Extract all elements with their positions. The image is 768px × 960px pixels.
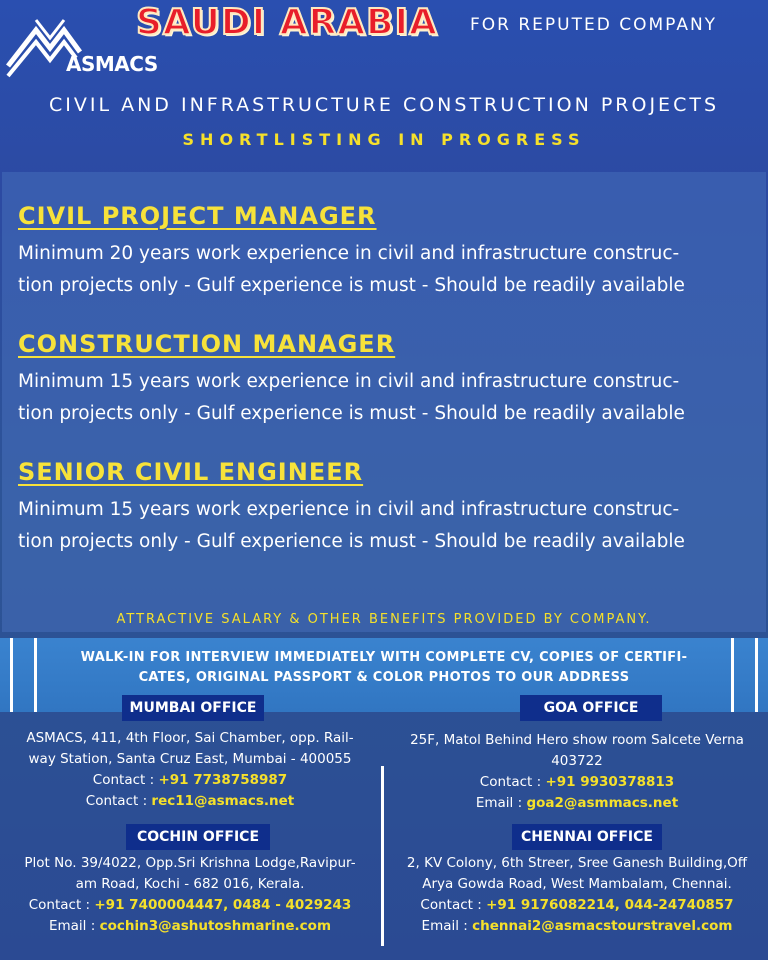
phone-link[interactable]: +91 7400004447, 0484 - 4029243 (94, 897, 352, 913)
phone-link[interactable]: +91 9176082214, 044-24740857 (486, 897, 734, 913)
divider (755, 638, 758, 712)
contact-line (0, 895, 380, 916)
job-description (18, 494, 758, 558)
address-line: ASMACS, 411, 4th Floor, Sai Chamber, opp. Rail- (26, 730, 354, 746)
job-description-line: tion projects only - Gulf experience is must - Should be readily available (18, 403, 685, 424)
job-title: CONSTRUCTION MANAGER (18, 330, 396, 358)
contact-label: Contact : (420, 897, 487, 913)
phone-link[interactable]: +91 7738758987 (158, 772, 288, 788)
status-text: SHORTLISTING IN PROGRESS (182, 130, 586, 149)
contact-line (386, 772, 768, 793)
logo-text: ASMACS (66, 52, 158, 76)
for-company-text: FOR REPUTED COMPANY (470, 15, 718, 35)
country-title: SAUDI ARABIA (136, 2, 438, 43)
salary-note: ATTRACTIVE SALARY & OTHER BENEFITS PROVIDED BY COMPANY. (116, 612, 652, 627)
office-details-mumbai (0, 728, 380, 812)
contact-line (386, 895, 768, 916)
job-description-line: Minimum 15 years work experience in civil and infrastructure construc- (18, 371, 680, 392)
contact-label: Contact : (92, 772, 159, 788)
walk-in-text (60, 648, 708, 688)
office-details-goa (386, 730, 768, 814)
walk-in-line: WALK-IN FOR INTERVIEW IMMEDIATELY WITH COMPLETE CV, COPIES OF CERTIFI- (80, 650, 688, 665)
email-label: Contact : (85, 793, 152, 809)
email-line (386, 793, 768, 814)
address-line: am Road, Kochi - 682 016, Kerala. (75, 876, 305, 892)
job-item (18, 458, 758, 558)
address-line: way Station, Santa Cruz East, Mumbai - 400055 (28, 751, 352, 767)
contact-line (0, 770, 380, 791)
job-title: CIVIL PROJECT MANAGER (18, 202, 377, 230)
office-badge-chennai: CHENNAI OFFICE (512, 824, 662, 850)
job-description-line: Minimum 15 years work experience in civil and infrastructure construc- (18, 499, 680, 520)
contact-label: Contact : (479, 774, 546, 790)
office-badge-goa: GOA OFFICE (520, 695, 662, 721)
job-description (18, 366, 758, 430)
email-label: Email : (48, 918, 100, 934)
email-link[interactable]: cochin3@ashutoshmarine.com (99, 918, 332, 934)
headline: CIVIL AND INFRASTRUCTURE CONSTRUCTION PROJECTS (49, 94, 719, 116)
email-line (0, 791, 380, 812)
office-badge-cochin: COCHIN OFFICE (126, 824, 270, 850)
office-details-chennai (386, 853, 768, 937)
email-label: Email : (421, 918, 473, 934)
office-details-cochin (0, 853, 380, 937)
office-badge-mumbai: MUMBAI OFFICE (122, 695, 264, 721)
divider (731, 638, 734, 712)
office-divider (381, 766, 384, 946)
address-line: 2, KV Colony, 6th Streer, Sree Ganesh Building,Off (406, 855, 748, 871)
job-item (18, 330, 758, 430)
walk-in-line: CATES, ORIGINAL PASSPORT & COLOR PHOTOS TO OUR ADDRESS (138, 670, 630, 685)
email-link[interactable]: rec11@asmacs.net (151, 793, 295, 809)
job-description-line: tion projects only - Gulf experience is must - Should be readily available (18, 275, 685, 296)
address-line: 25F, Matol Behind Hero show room Salcete Verna (410, 732, 744, 748)
phone-link[interactable]: +91 9930378813 (545, 774, 675, 790)
email-link[interactable]: chennai2@asmacstourstravel.com (472, 918, 733, 934)
contact-label: Contact : (28, 897, 95, 913)
job-description-line: Minimum 20 years work experience in civil and infrastructure construc- (18, 243, 680, 264)
email-label: Email : (475, 795, 527, 811)
job-description-line: tion projects only - Gulf experience is must - Should be readily available (18, 531, 685, 552)
divider (10, 638, 13, 712)
email-line (386, 916, 768, 937)
job-title: SENIOR CIVIL ENGINEER (18, 458, 364, 486)
address-line: Plot No. 39/4022, Opp.Sri Krishna Lodge,Ravipur- (24, 855, 356, 871)
address-line: 403722 (551, 753, 603, 769)
address-line: Arya Gowda Road, West Mambalam, Chennai. (422, 876, 732, 892)
email-line (0, 916, 380, 937)
email-link[interactable]: goa2@asmmacs.net (526, 795, 679, 811)
divider (34, 638, 37, 712)
job-description (18, 238, 758, 302)
job-item (18, 202, 758, 302)
jobs-panel (2, 172, 766, 632)
